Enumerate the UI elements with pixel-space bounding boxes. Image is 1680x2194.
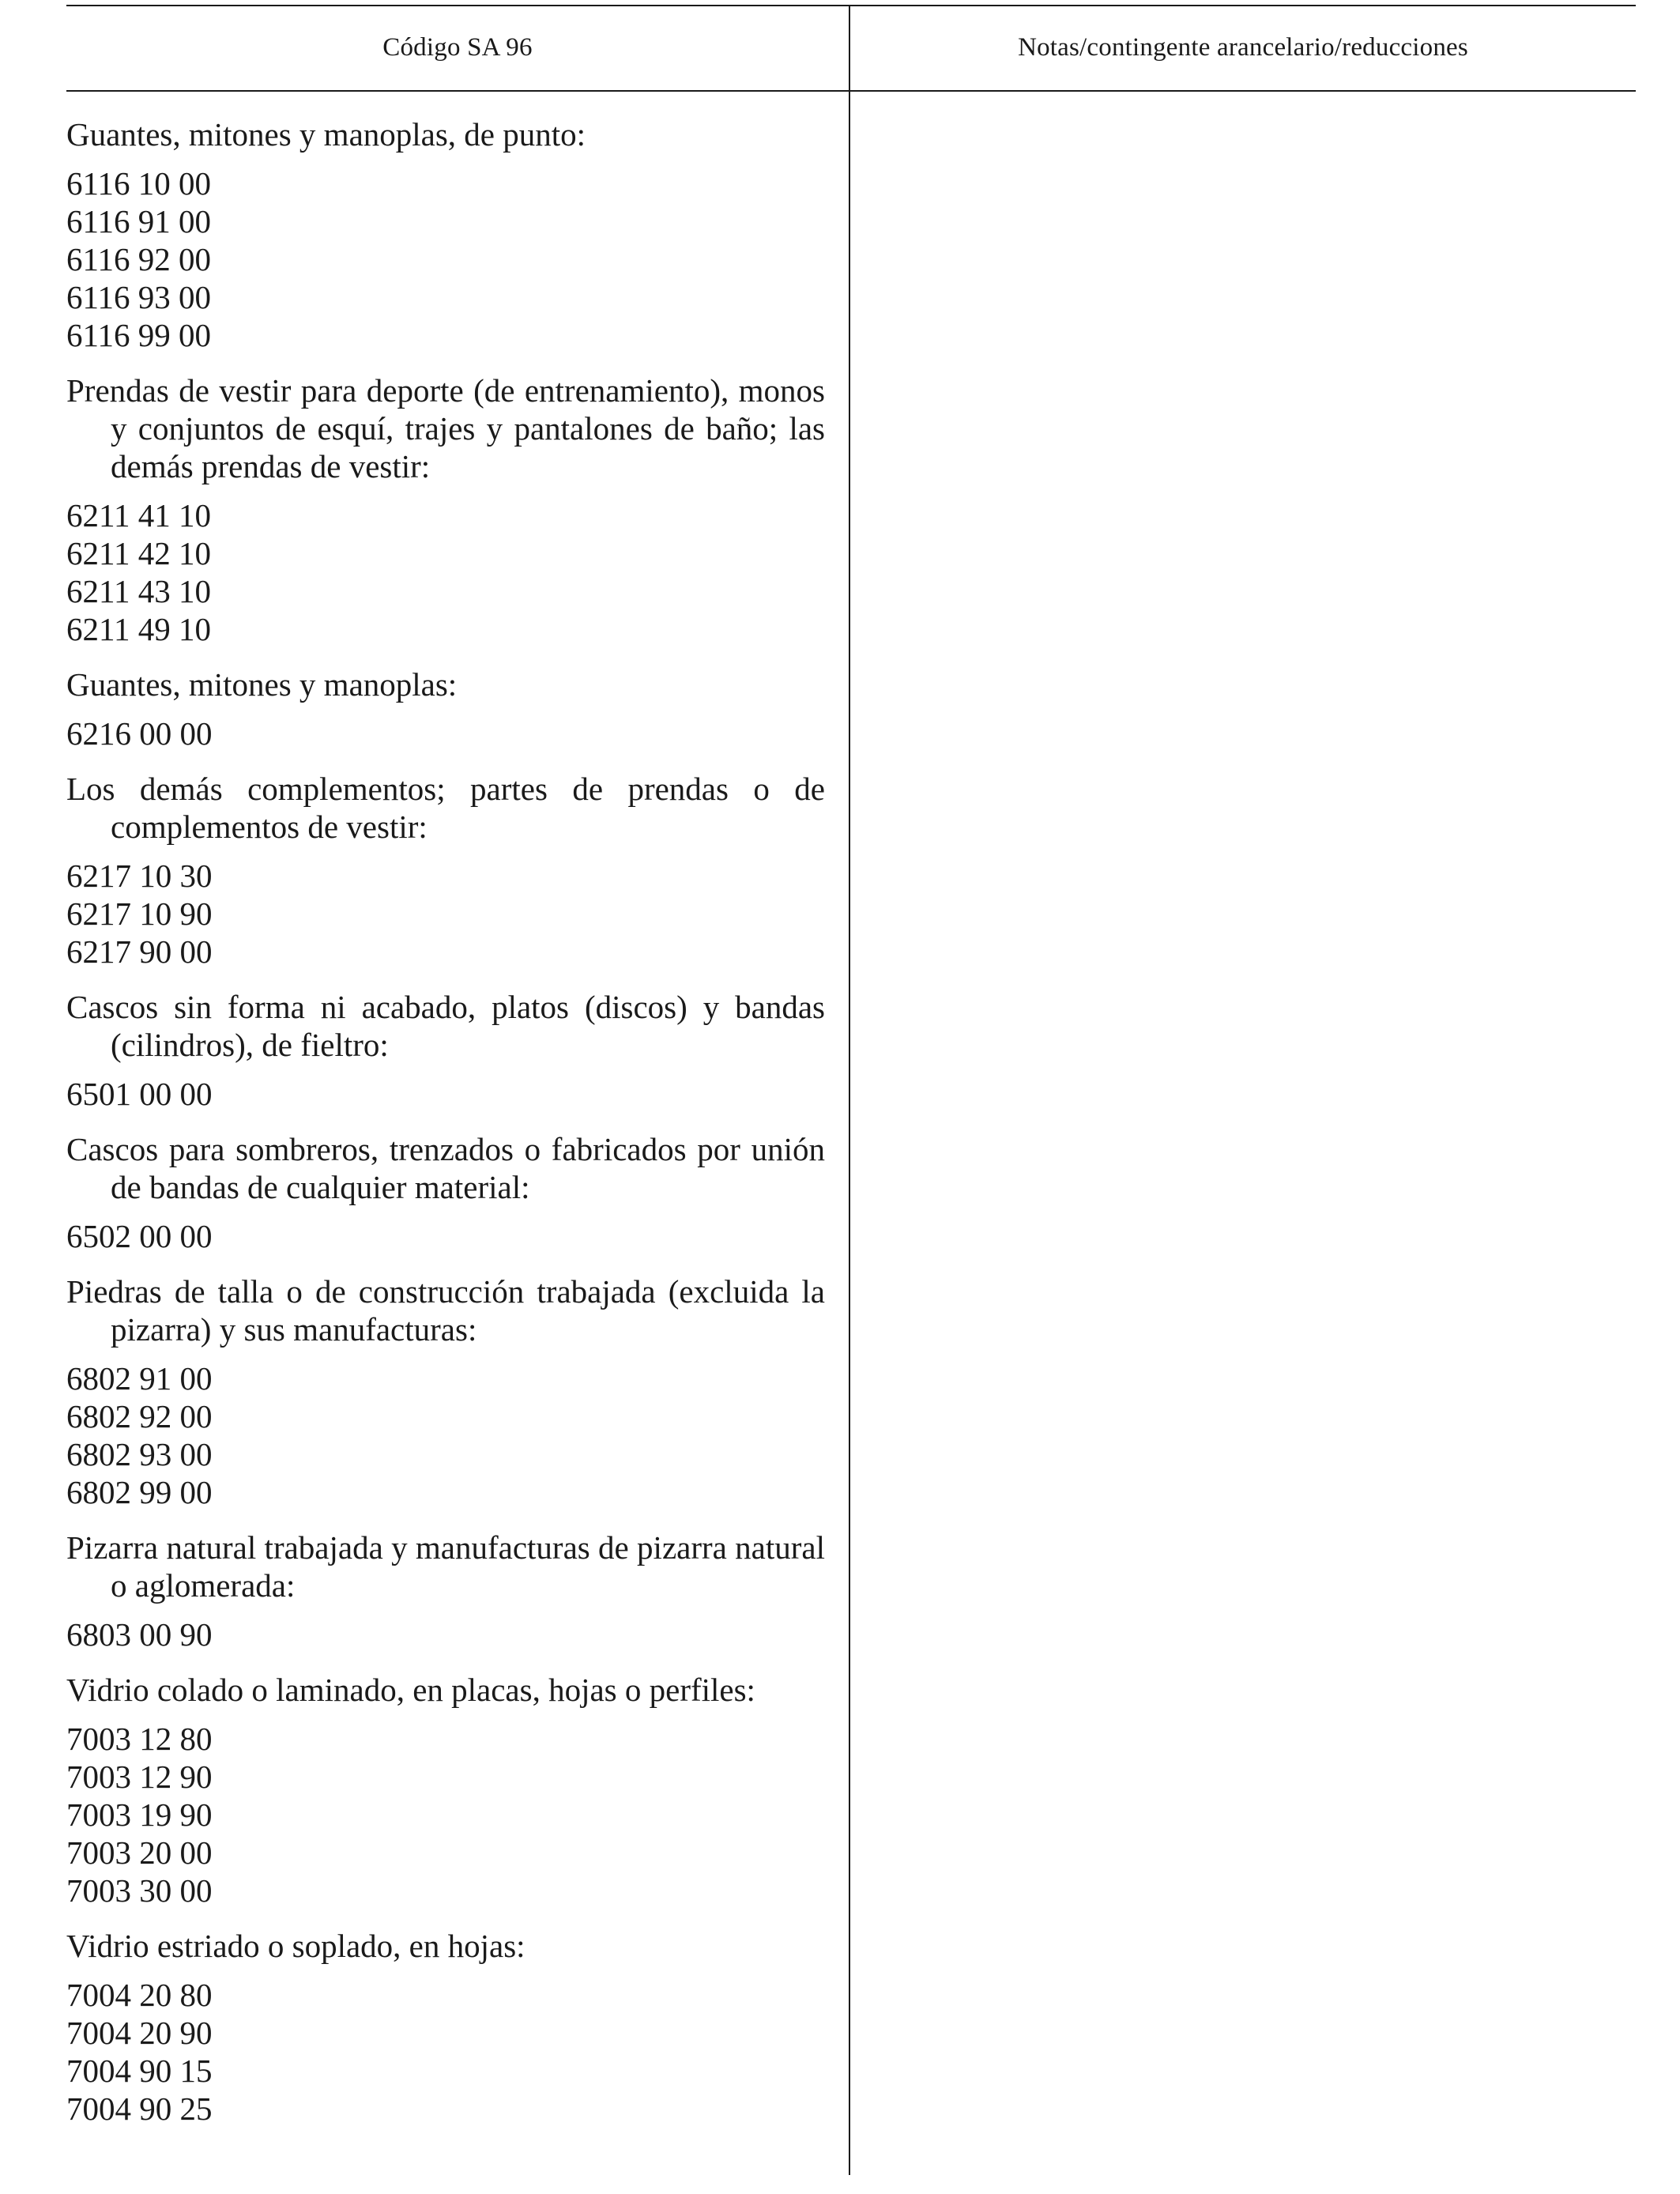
hs-code: 6116 92 00: [66, 241, 211, 277]
hs-code: 7003 19 90: [66, 1796, 213, 1833]
product-group: [66, 1272, 825, 1511]
code-list: [66, 164, 825, 354]
hs-code: 6803 00 90: [66, 1616, 213, 1653]
product-group: [66, 1130, 825, 1255]
product-group: [66, 115, 825, 354]
code-list: [66, 857, 825, 971]
group-title: Guantes, mitones y manoplas:: [66, 666, 458, 703]
hs-code: 6211 43 10: [66, 573, 211, 609]
hs-code: 7004 90 25: [66, 2090, 213, 2127]
hs-code: 6501 00 00: [66, 1076, 213, 1112]
product-group: [66, 665, 825, 752]
hs-code: 6211 41 10: [66, 497, 211, 533]
group-title: Prendas de vestir para deporte (de entrenamiento), monos y conjuntos de esquí, trajes y pantalones de baño; las demás prendas de vestir:: [66, 372, 825, 484]
product-group: [66, 770, 825, 971]
hs-code: 6217 10 30: [66, 858, 213, 894]
hs-code: 7004 90 15: [66, 2053, 213, 2089]
product-group: [66, 1671, 825, 1909]
hs-code: 7004 20 80: [66, 1977, 213, 2013]
group-title: Vidrio colado o laminado, en placas, hojas o perfiles:: [66, 1672, 755, 1708]
hs-code: 6502 00 00: [66, 1218, 213, 1254]
hs-code: 6116 99 00: [66, 317, 211, 353]
hs-code: 6217 90 00: [66, 933, 213, 970]
code-list: [66, 1217, 825, 1255]
hs-code: 6802 93 00: [66, 1436, 213, 1472]
product-group: [66, 988, 825, 1113]
product-group: [66, 1529, 825, 1653]
product-group: [66, 371, 825, 648]
hs-code: 6216 00 00: [66, 715, 213, 752]
hs-code: 7003 20 00: [66, 1834, 213, 1871]
code-list: [66, 1075, 825, 1113]
group-title: Vidrio estriado o soplado, en hojas:: [66, 1928, 525, 1964]
group-title: Piedras de talla o de construcción trabajada (excluida la pizarra) y sus manufacturas:: [66, 1273, 825, 1348]
group-title: Cascos sin forma ni acabado, platos (discos) y bandas (cilindros), de fieltro:: [66, 989, 825, 1063]
hs-code-column: [66, 115, 825, 2145]
group-title: Guantes, mitones y manoplas, de punto:: [66, 116, 586, 153]
hs-code: 6211 42 10: [66, 535, 211, 571]
group-title: Los demás complementos; partes de prendas o de complementos de vestir:: [66, 771, 825, 845]
group-title: Cascos para sombreros, trenzados o fabricados por unión de bandas de cualquier material:: [66, 1131, 825, 1205]
hs-code: 6116 93 00: [66, 279, 211, 315]
hs-code: 6211 49 10: [66, 611, 211, 647]
code-list: [66, 1359, 825, 1511]
hs-code: 6802 91 00: [66, 1360, 213, 1397]
notes-column: [850, 92, 1636, 2175]
code-list: [66, 1615, 825, 1653]
hs-code: 6802 92 00: [66, 1398, 213, 1434]
header-hs-code: Código SA 96: [382, 32, 533, 62]
header-notes: Notas/contingente arancelario/reducciones: [1018, 32, 1468, 62]
hs-code: 6116 10 00: [66, 165, 211, 202]
code-list: [66, 714, 825, 752]
hs-code: 7003 12 80: [66, 1721, 213, 1757]
tariff-table: [66, 5, 1636, 2175]
hs-code: 6217 10 90: [66, 895, 213, 932]
hs-code: 6116 91 00: [66, 203, 211, 239]
code-list: [66, 496, 825, 648]
hs-code: 6802 99 00: [66, 1474, 213, 1510]
product-group: [66, 1927, 825, 2128]
group-title: Pizarra natural trabajada y manufacturas de pizarra natural o aglomerada:: [66, 1529, 825, 1604]
code-list: [66, 1976, 825, 2128]
hs-code: 7003 30 00: [66, 1872, 213, 1909]
hs-code: 7003 12 90: [66, 1759, 213, 1795]
hs-code: 7004 20 90: [66, 2015, 213, 2051]
code-list: [66, 1720, 825, 1909]
